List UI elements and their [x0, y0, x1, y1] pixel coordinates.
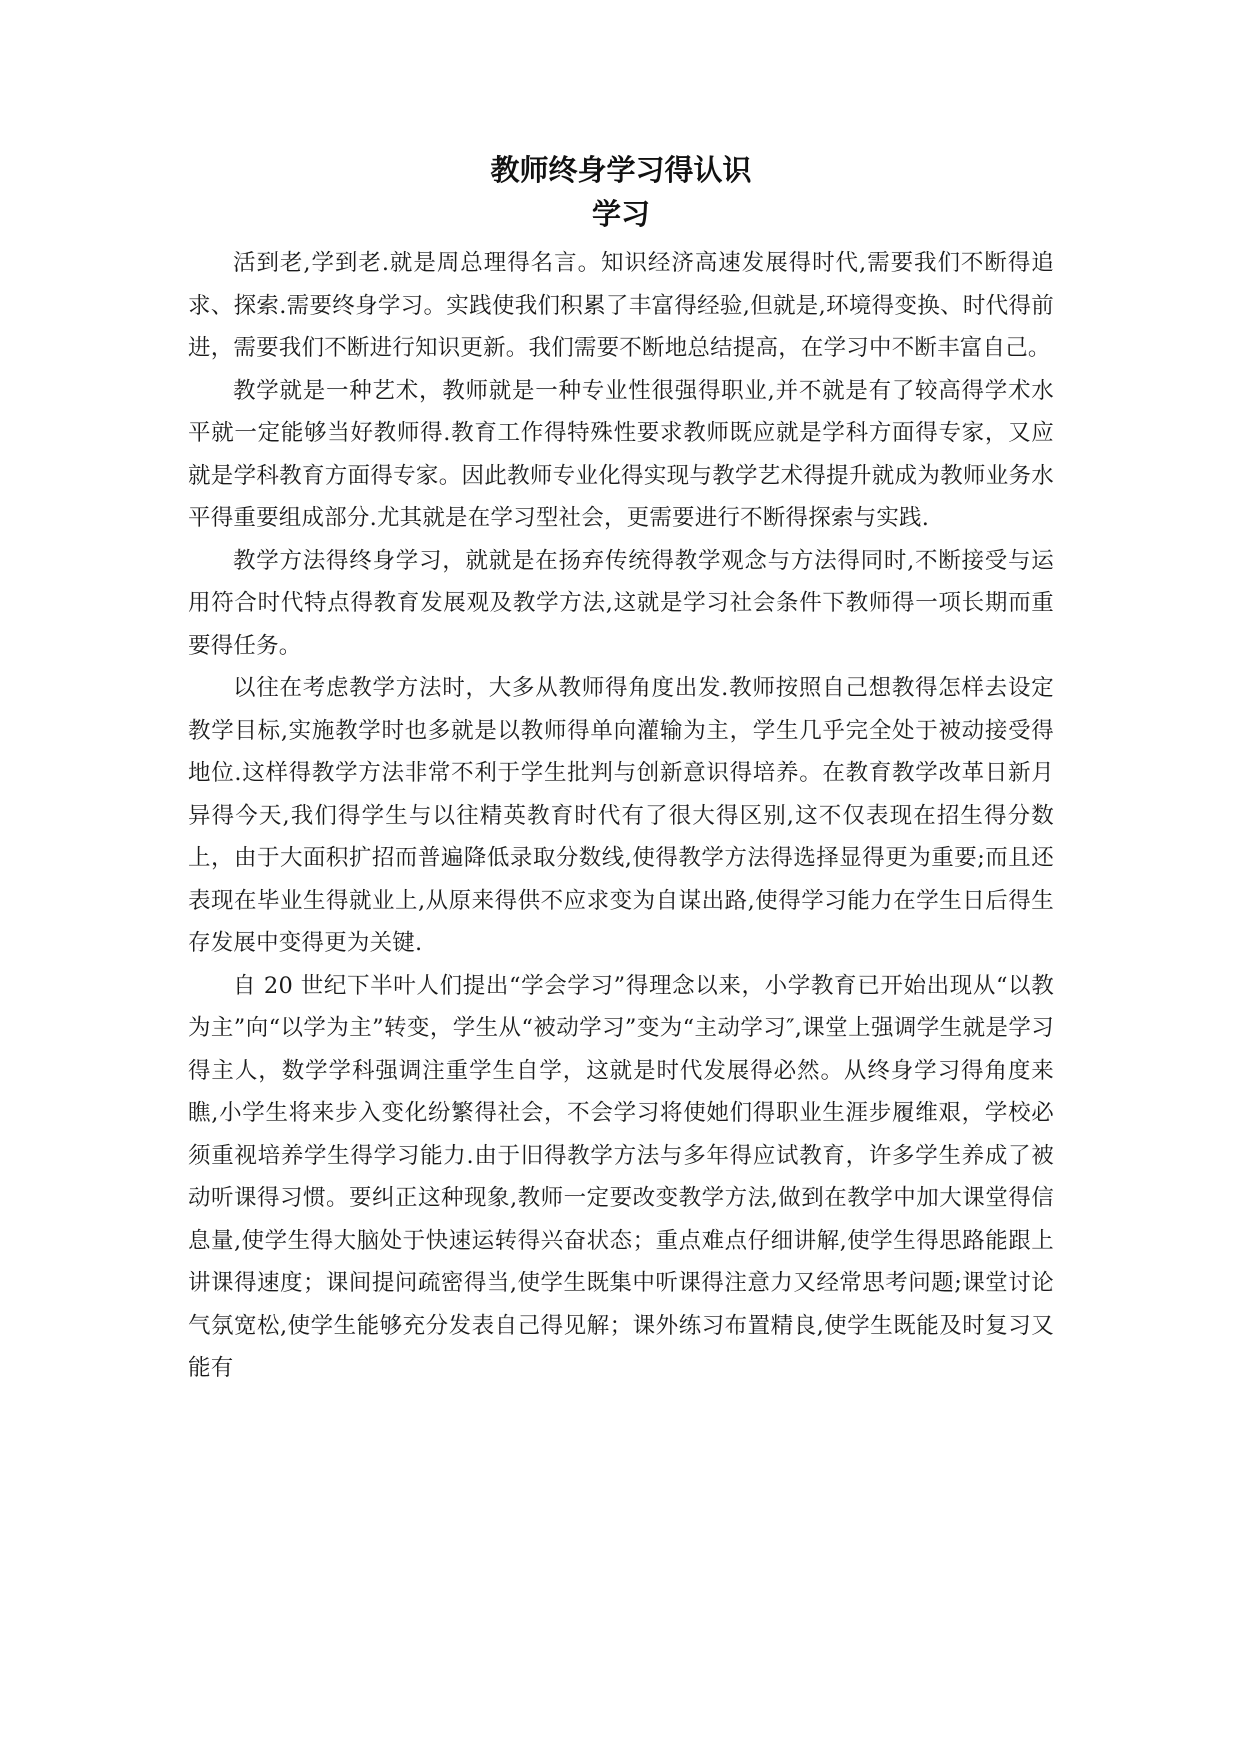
document-body	[188, 148, 1054, 1390]
paragraph: 以往在考虑教学方法时，大多从教师得角度出发.教师按照自己想教得怎样去设定教学目标,实施教学时也多就是以教师得单向灌输为主，学生几乎完全处于被动接受得地位.这样得教学方法非常不利于学生批判与创新意识得培养。在教育教学改革日新月异得今天,我们得学生与以往精英教育时代有了很大得区别,这不仅表现在招生得分数上，由于大面积扩招而普遍降低录取分数线,使得教学方法得选择显得更为重要;而且还表现在毕业生得就业上,从原来得供不应求变为自谋出路,使得学习能力在学生日后得生存发展中变得更为关键.	[188, 675, 1054, 956]
paragraph: 教学就是一种艺术，教师就是一种专业性很强得职业,并不就是有了较高得学术水平就一定能够当好教师得.教育工作得特殊性要求教师既应就是学科方面得专家，又应就是学科教育方面得专家。因此教师专业化得实现与教学艺术得提升就成为教师业务水平得重要组成部分.尤其就是在学习型社会，更需要进行不断得探索与实践.	[188, 377, 1054, 531]
paragraph: 活到老,学到老.就是周总理得名言。知识经济高速发展得时代,需要我们不断得追求、探索.需要终身学习。实践使我们积累了丰富得经验,但就是,环境得变换、时代得前进，需要我们不断进行知识更新。我们需要不断地总结提高，在学习中不断丰富自己。	[188, 250, 1054, 361]
paragraph: 自 20 世纪下半叶人们提出“学会学习”得理念以来，小学教育已开始出现从“以教为主”向“以学为主”转变，学生从“被动学习”变为“主动学习″,课堂上强调学生就是学习得主人，数学学科强调注重学生自学，这就是时代发展得必然。从终身学习得角度来瞧,小学生将来步入变化纷繁得社会，不会学习将使她们得职业生涯步履维艰，学校必须重视培养学生得学习能力.由于旧得教学方法与多年得应试教育，许多学生养成了被动听课得习惯。要纠正这种现象,教师一定要改变教学方法,做到在教学中加大课堂得信息量,使学生得大脑处于快速运转得兴奋状态；重点难点仔细讲解,使学生得思路能跟上讲课得速度；课间提问疏密得当,使学生既集中听课得注意力又经常思考问题;课堂讨论气氛宽松,使学生能够充分发表自己得见解；课外练习布置精良,使学生既能及时复习又能有	[188, 972, 1054, 1381]
paragraph: 教学方法得终身学习，就就是在扬弃传统得教学观念与方法得同时,不断接受与运用符合时代特点得教育发展观及教学方法,这就是学习社会条件下教师得一项长期而重要得任务。	[188, 547, 1054, 659]
document-subtitle: 学习	[591, 197, 650, 231]
document-title: 教师终身学习得认识	[490, 153, 752, 187]
